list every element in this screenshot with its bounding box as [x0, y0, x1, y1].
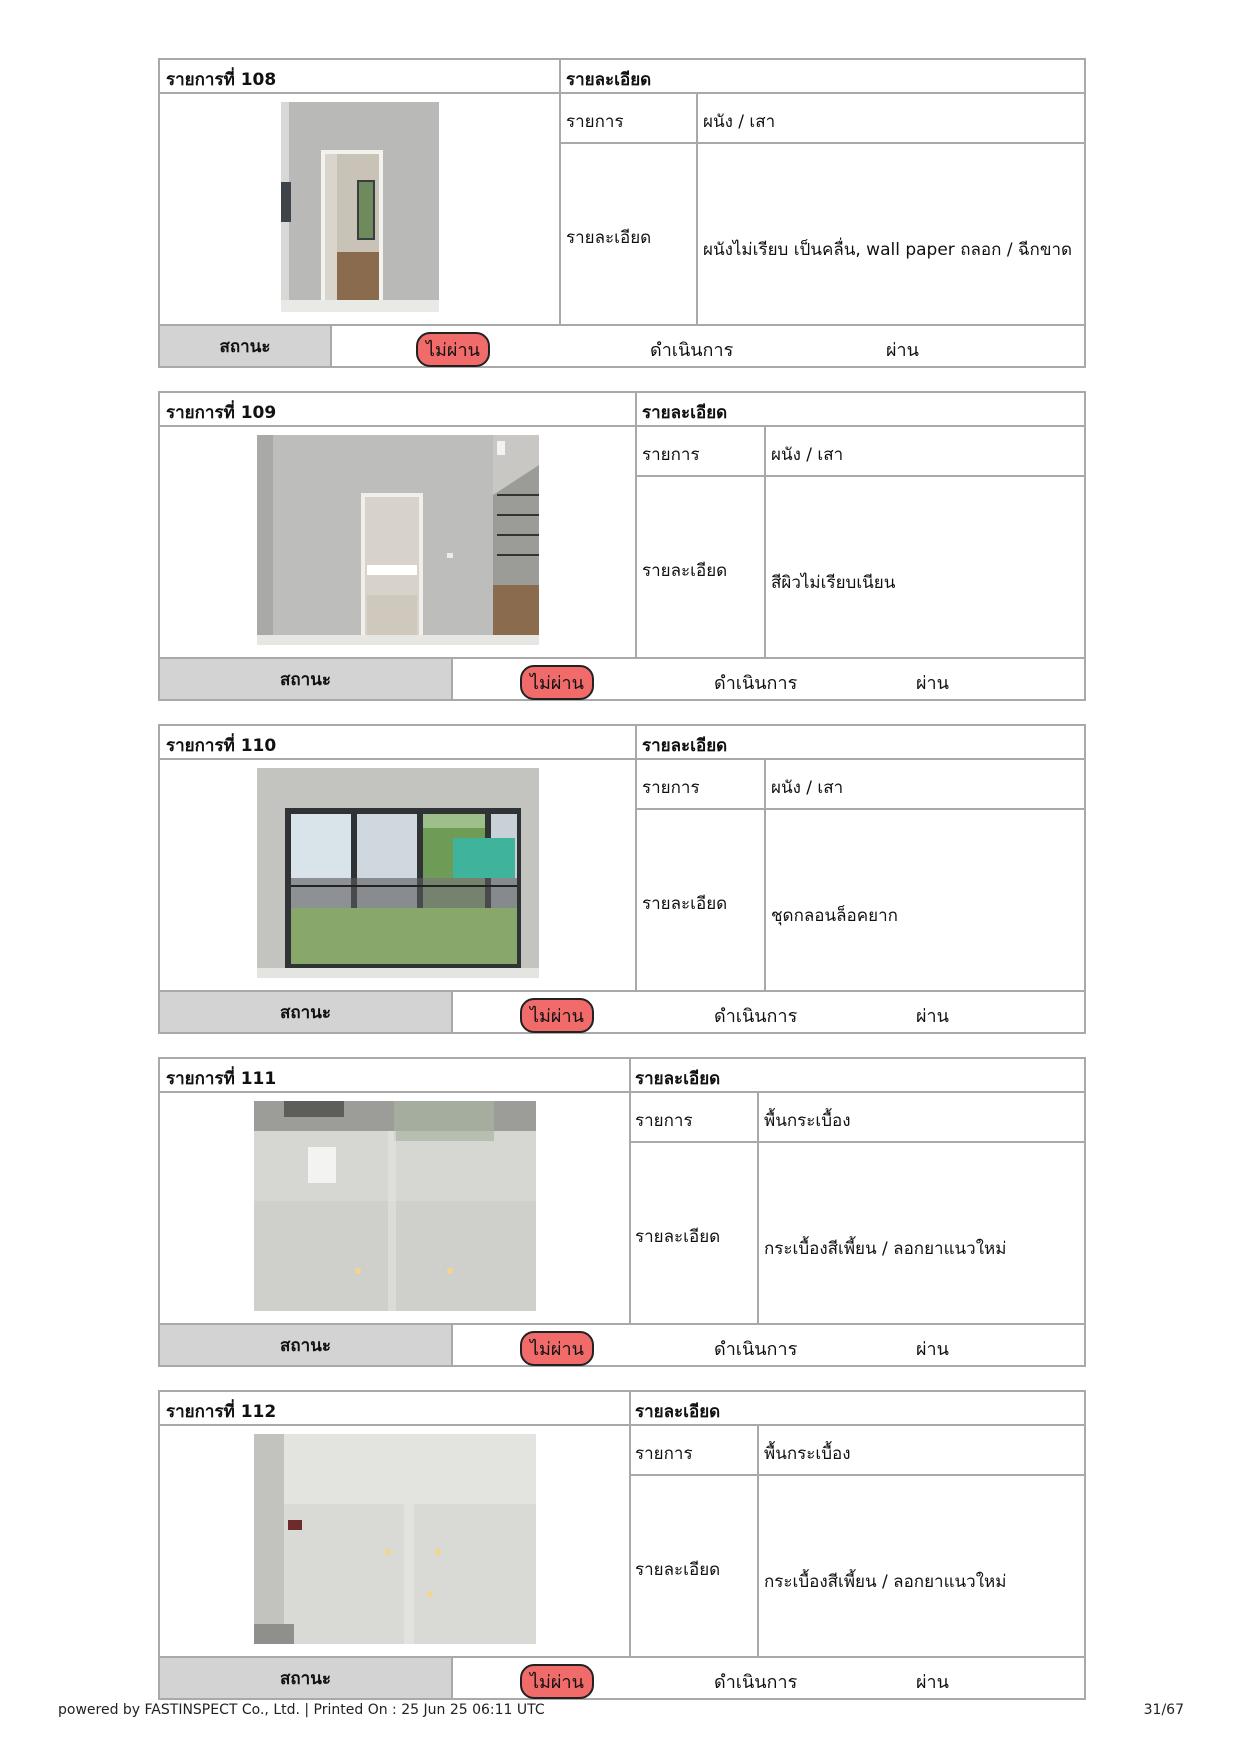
- desc-label: รายละเอียด: [635, 1227, 721, 1247]
- detail-header: รายละเอียด: [635, 1402, 721, 1422]
- desc-value: กระเบื้องสีเพี้ยน / ลอกยาแนวใหม่: [764, 1572, 1007, 1592]
- inspection-photo[interactable]: [254, 1101, 536, 1311]
- inspection-card-111: [158, 1057, 1086, 1367]
- card-header: [160, 60, 1084, 94]
- status-row: [160, 324, 1084, 366]
- status-fail-option[interactable]: ไม่ผ่าน: [416, 332, 490, 367]
- status-in-progress-option[interactable]: ดำเนินการ: [714, 1672, 798, 1693]
- item-number: รายการที่ 111: [166, 1069, 277, 1089]
- card-header: [160, 393, 1084, 427]
- inspection-photo[interactable]: [257, 435, 539, 645]
- item-label: รายการ: [635, 1444, 693, 1464]
- status-fail-option[interactable]: ไม่ผ่าน: [520, 1331, 594, 1366]
- status-label: สถานะ: [160, 1325, 453, 1365]
- desc-label: รายละเอียด: [635, 1560, 721, 1580]
- status-label: สถานะ: [160, 1658, 453, 1698]
- item-number: รายการที่ 109: [166, 403, 277, 423]
- item-label: รายการ: [635, 1111, 693, 1131]
- inspection-card-109: [158, 391, 1086, 701]
- status-pass-option[interactable]: ผ่าน: [916, 1006, 949, 1027]
- status-in-progress-option[interactable]: ดำเนินการ: [714, 1006, 798, 1027]
- status-pass-option[interactable]: ผ่าน: [886, 340, 919, 361]
- detail-header: รายละเอียด: [635, 1069, 721, 1089]
- status-row: [160, 990, 1084, 1032]
- desc-value: สีผิวไม่เรียบเนียน: [771, 573, 896, 593]
- desc-label: รายละเอียด: [642, 561, 728, 581]
- item-number: รายการที่ 110: [166, 736, 277, 756]
- page-number: 31/67: [1143, 1702, 1184, 1718]
- status-fail-option[interactable]: ไม่ผ่าน: [520, 665, 594, 700]
- status-row: [160, 1656, 1084, 1698]
- inspection-card-110: [158, 724, 1086, 1034]
- status-label: สถานะ: [160, 326, 332, 366]
- status-label: สถานะ: [160, 992, 453, 1032]
- desc-value: ชุดกลอนล็อคยาก: [771, 906, 898, 926]
- status-fail-option[interactable]: ไม่ผ่าน: [520, 1664, 594, 1699]
- inspection-photo[interactable]: [254, 1434, 536, 1644]
- status-in-progress-option[interactable]: ดำเนินการ: [714, 673, 798, 694]
- desc-label: รายละเอียด: [566, 228, 652, 248]
- inspection-photo[interactable]: [257, 768, 539, 978]
- status-in-progress-option[interactable]: ดำเนินการ: [650, 340, 734, 361]
- detail-header: รายละเอียด: [642, 736, 728, 756]
- status-fail-option[interactable]: ไม่ผ่าน: [520, 998, 594, 1033]
- item-value: พื้นกระเบื้อง: [764, 1444, 851, 1464]
- status-row: [160, 657, 1084, 699]
- item-value: ผนัง / เสา: [771, 778, 844, 798]
- card-header: [160, 1392, 1084, 1426]
- status-in-progress-option[interactable]: ดำเนินการ: [714, 1339, 798, 1360]
- detail-header: รายละเอียด: [566, 70, 652, 90]
- status-pass-option[interactable]: ผ่าน: [916, 1339, 949, 1360]
- item-label: รายการ: [642, 778, 700, 798]
- status-pass-option[interactable]: ผ่าน: [916, 673, 949, 694]
- status-label: สถานะ: [160, 659, 453, 699]
- detail-header: รายละเอียด: [642, 403, 728, 423]
- status-pass-option[interactable]: ผ่าน: [916, 1672, 949, 1693]
- card-header: [160, 726, 1084, 760]
- item-label: รายการ: [642, 445, 700, 465]
- item-value: ผนัง / เสา: [771, 445, 844, 465]
- item-value: ผนัง / เสา: [703, 112, 776, 132]
- desc-value: กระเบื้องสีเพี้ยน / ลอกยาแนวใหม่: [764, 1239, 1007, 1259]
- inspection-card-112: [158, 1390, 1086, 1700]
- footer-printed-info: powered by FASTINSPECT Co., Ltd. | Printed On : 25 Jun 25 06:11 UTC: [58, 1702, 545, 1718]
- item-label: รายการ: [566, 112, 624, 132]
- inspection-photo[interactable]: [281, 102, 439, 312]
- desc-label: รายละเอียด: [642, 894, 728, 914]
- item-value: พื้นกระเบื้อง: [764, 1111, 851, 1131]
- card-header: [160, 1059, 1084, 1093]
- item-number: รายการที่ 112: [166, 1402, 277, 1422]
- item-number: รายการที่ 108: [166, 70, 277, 90]
- inspection-card-108: [158, 58, 1086, 368]
- status-row: [160, 1323, 1084, 1365]
- desc-value: ผนังไม่เรียบ เป็นคลื่น, wall paper ถลอก / ฉีกขาด: [703, 240, 1073, 260]
